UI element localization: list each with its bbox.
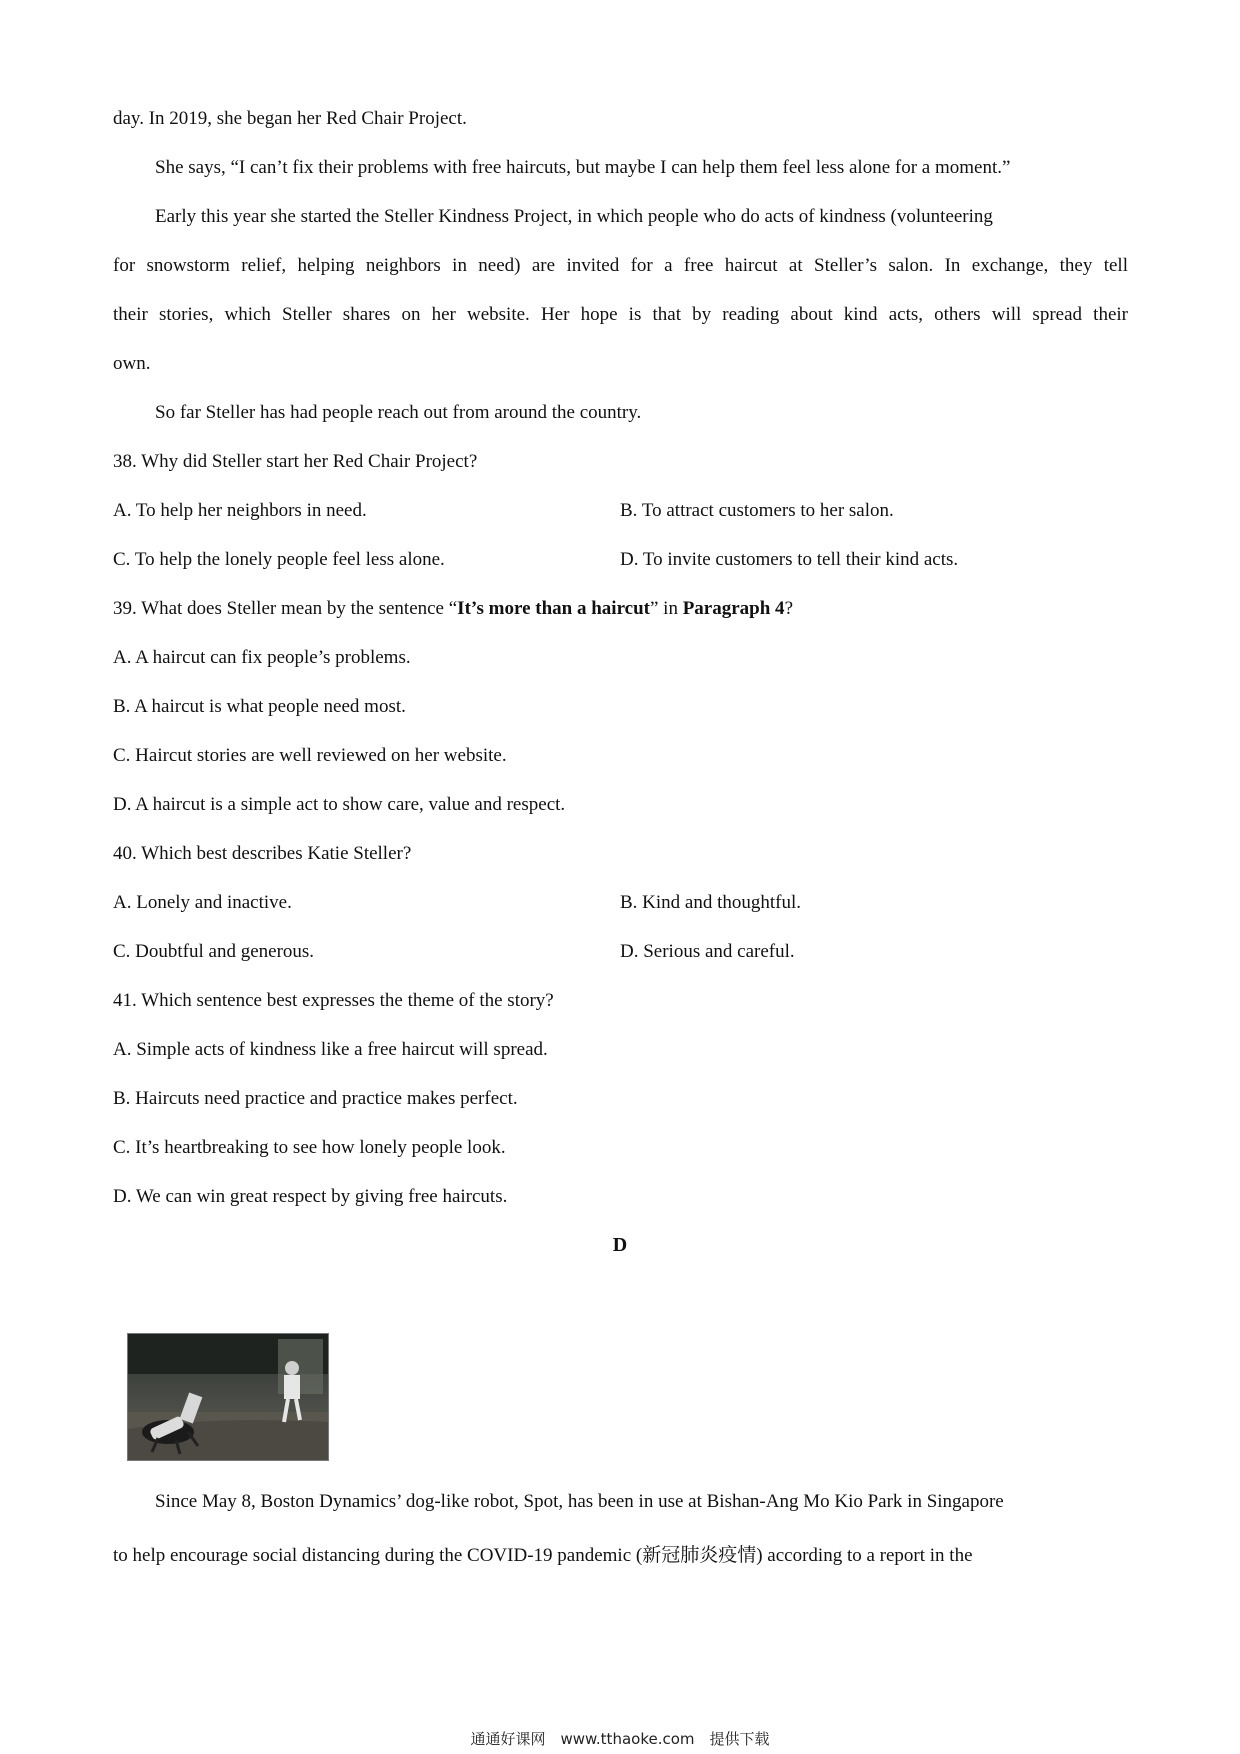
stem-text: 39. What does Steller mean by the sentence “ <box>113 598 458 619</box>
question-40-option-a: A. Lonely and inactive. <box>113 892 292 913</box>
paragraph-line: day. In 2019, she began her Red Chair Project. <box>113 108 467 129</box>
question-39-stem <box>113 598 793 620</box>
question-38-stem: 38. Why did Steller start her Red Chair Project? <box>113 451 478 472</box>
page-footer: 通通好课网 www.tthaoke.com 提供下载 <box>470 1730 770 1748</box>
stem-text: ? <box>784 598 793 619</box>
question-41-option-d: D. We can win great respect by giving free haircuts. <box>113 1186 508 1207</box>
photo-illustration <box>128 1334 328 1460</box>
paragraph-line: own. <box>113 353 151 374</box>
paragraph-line: their stories, which Steller shares on her website. Her hope is that by reading about kind acts, others will spread their <box>113 304 1128 325</box>
stem-paragraph-ref: Paragraph 4 <box>682 598 785 619</box>
question-39-option-c: C. Haircut stories are well reviewed on her website. <box>113 745 507 766</box>
question-41-stem: 41. Which sentence best expresses the theme of the story? <box>113 990 554 1011</box>
question-40-stem: 40. Which best describes Katie Steller? <box>113 843 412 864</box>
question-38-option-d: D. To invite customers to tell their kind acts. <box>620 549 959 570</box>
paragraph-quote: She says, “I can’t fix their problems with free haircuts, but maybe I can help them feel less alone for a moment.” <box>155 157 1011 178</box>
question-41-option-c: C. It’s heartbreaking to see how lonely people look. <box>113 1137 506 1158</box>
question-39-option-b: B. A haircut is what people need most. <box>113 696 406 717</box>
question-41-option-a: A. Simple acts of kindness like a free haircut will spread. <box>113 1039 548 1060</box>
question-38-option-b: B. To attract customers to her salon. <box>620 500 894 521</box>
stem-text: ” in <box>649 598 683 619</box>
question-41-option-b: B. Haircuts need practice and practice makes perfect. <box>113 1088 518 1109</box>
question-40-option-d: D. Serious and careful. <box>620 941 795 962</box>
question-39-option-a: A. A haircut can fix people’s problems. <box>113 647 411 668</box>
robot-dog-photo <box>127 1333 329 1461</box>
question-39-option-d: D. A haircut is a simple act to show care, value and respect. <box>113 794 566 815</box>
paragraph-line: Since May 8, Boston Dynamics’ dog-like robot, Spot, has been in use at Bishan-Ang Mo Kio Park in Singapore <box>155 1491 1004 1512</box>
paragraph-line: to help encourage social distancing during the COVID-19 pandemic (新冠肺炎疫情) according to a report in the <box>113 1545 973 1566</box>
question-38-option-a: A. To help her neighbors in need. <box>113 500 367 521</box>
question-40-option-c: C. Doubtful and generous. <box>113 941 315 962</box>
paragraph-line: for snowstorm relief, helping neighbors in need) are invited for a free haircut at Steller’s salon. In exchange, they tell <box>113 255 1128 276</box>
question-40-option-b: B. Kind and thoughtful. <box>620 892 802 913</box>
section-heading: D <box>612 1234 628 1256</box>
paragraph-line: So far Steller has had people reach out from around the country. <box>155 402 642 423</box>
question-38-option-c: C. To help the lonely people feel less alone. <box>113 549 445 570</box>
stem-quoted-sentence: It’s more than a haircut <box>457 598 650 619</box>
paragraph-line: Early this year she started the Steller Kindness Project, in which people who do acts of kindness (volunteering <box>155 206 993 227</box>
